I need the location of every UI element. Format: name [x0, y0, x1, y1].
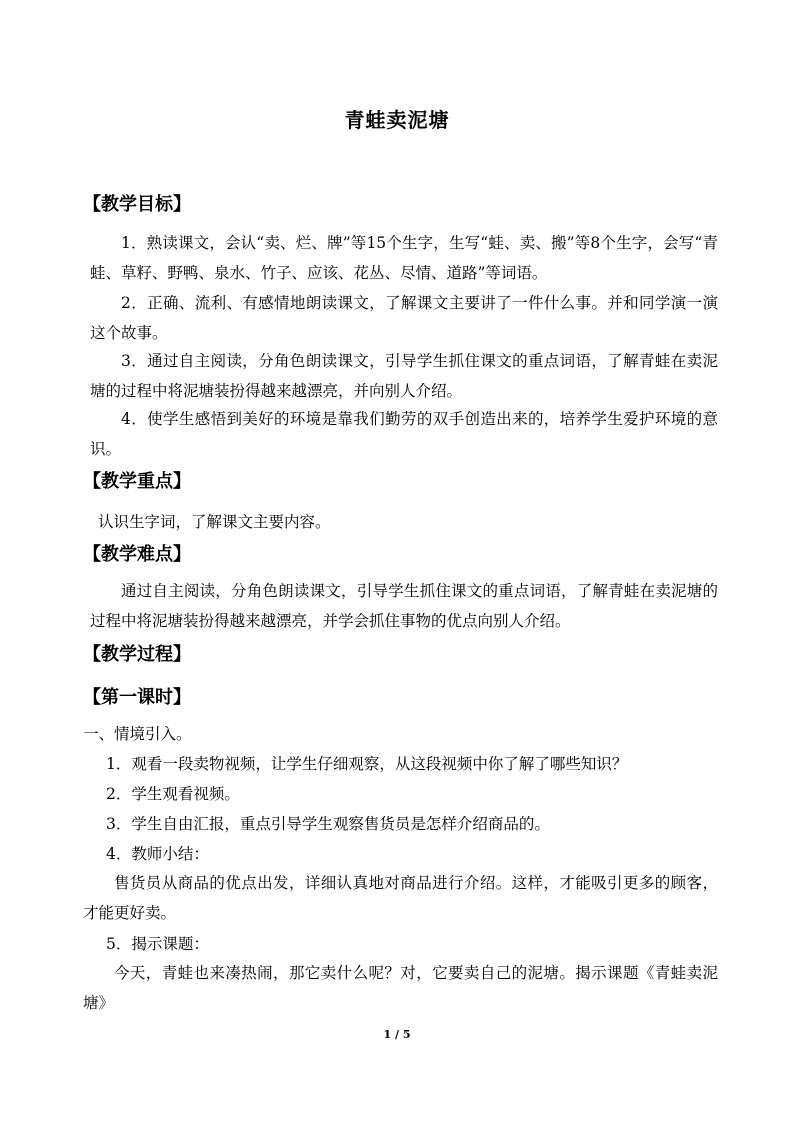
key-points-text: 认识生字词，了解课文主要内容。 [98, 513, 331, 531]
step-3: 3．学生自由汇报，重点引导学生观察售货员是怎样介绍商品的。 [106, 815, 550, 833]
step-1: 1．观看一段卖物视频，让学生仔细观察，从这段视频中你了解了哪些知识？ [106, 755, 628, 773]
step-4: 4．教师小结： [106, 845, 209, 863]
process-heading: 【教学过程】 [83, 644, 191, 665]
step-5: 5．揭示课题： [106, 935, 209, 953]
objective-item-3: 3．通过自主阅读，分角色朗读课文，引导学生抓住课文的重点词语，了解青蛙在卖泥塘的过程中将泥塘装扮得越来越漂亮，并向别人介绍。 [90, 352, 718, 400]
section-one-heading: 一、情境引入。 [83, 725, 192, 743]
difficulties-heading: 【教学难点】 [83, 544, 191, 565]
reveal-topic-text: 今天，青蛙也来凑热闹，那它卖什么呢？对，它要卖自己的泥塘。揭示课题《青蛙卖泥塘》 [83, 964, 718, 1012]
objectives-heading: 【教学目标】 [83, 194, 191, 215]
lesson-heading: 【第一课时】 [83, 687, 191, 708]
page-number: 1 / 5 [383, 1028, 411, 1041]
objective-item-1: 1．熟读课文，会认“卖、烂、牌”等15个生字，生写“蛙、卖、搬”等8个生字，会写“青蛙、草籽、野鸭、泉水、竹子、应该、花丛、尽情、道路”等词语。 [90, 234, 718, 282]
document-title: 青蛙卖泥塘 [344, 108, 450, 132]
difficulties-text: 通过自主阅读，分角色朗读课文，引导学生抓住课文的重点词语，了解青蛙在卖泥塘的过程中将泥塘装扮得越来越漂亮，并学会抓住事物的优点向别人介绍。 [90, 582, 718, 630]
teacher-summary: 售货员从商品的优点出发，详细认真地对商品进行介绍。这样，才能吸引更多的顾客，才能更好卖。 [83, 874, 718, 922]
key-points-heading: 【教学重点】 [83, 471, 191, 492]
objective-item-2: 2．正确、流利、有感情地朗读课文，了解课文主要讲了一件什么事。并和同学演一演这个故事。 [90, 294, 718, 342]
step-2: 2．学生观看视频。 [106, 785, 240, 803]
objective-item-4: 4．使学生感悟到美好的环境是靠我们勤劳的双手创造出来的，培养学生爱护环境的意识。 [90, 410, 718, 458]
